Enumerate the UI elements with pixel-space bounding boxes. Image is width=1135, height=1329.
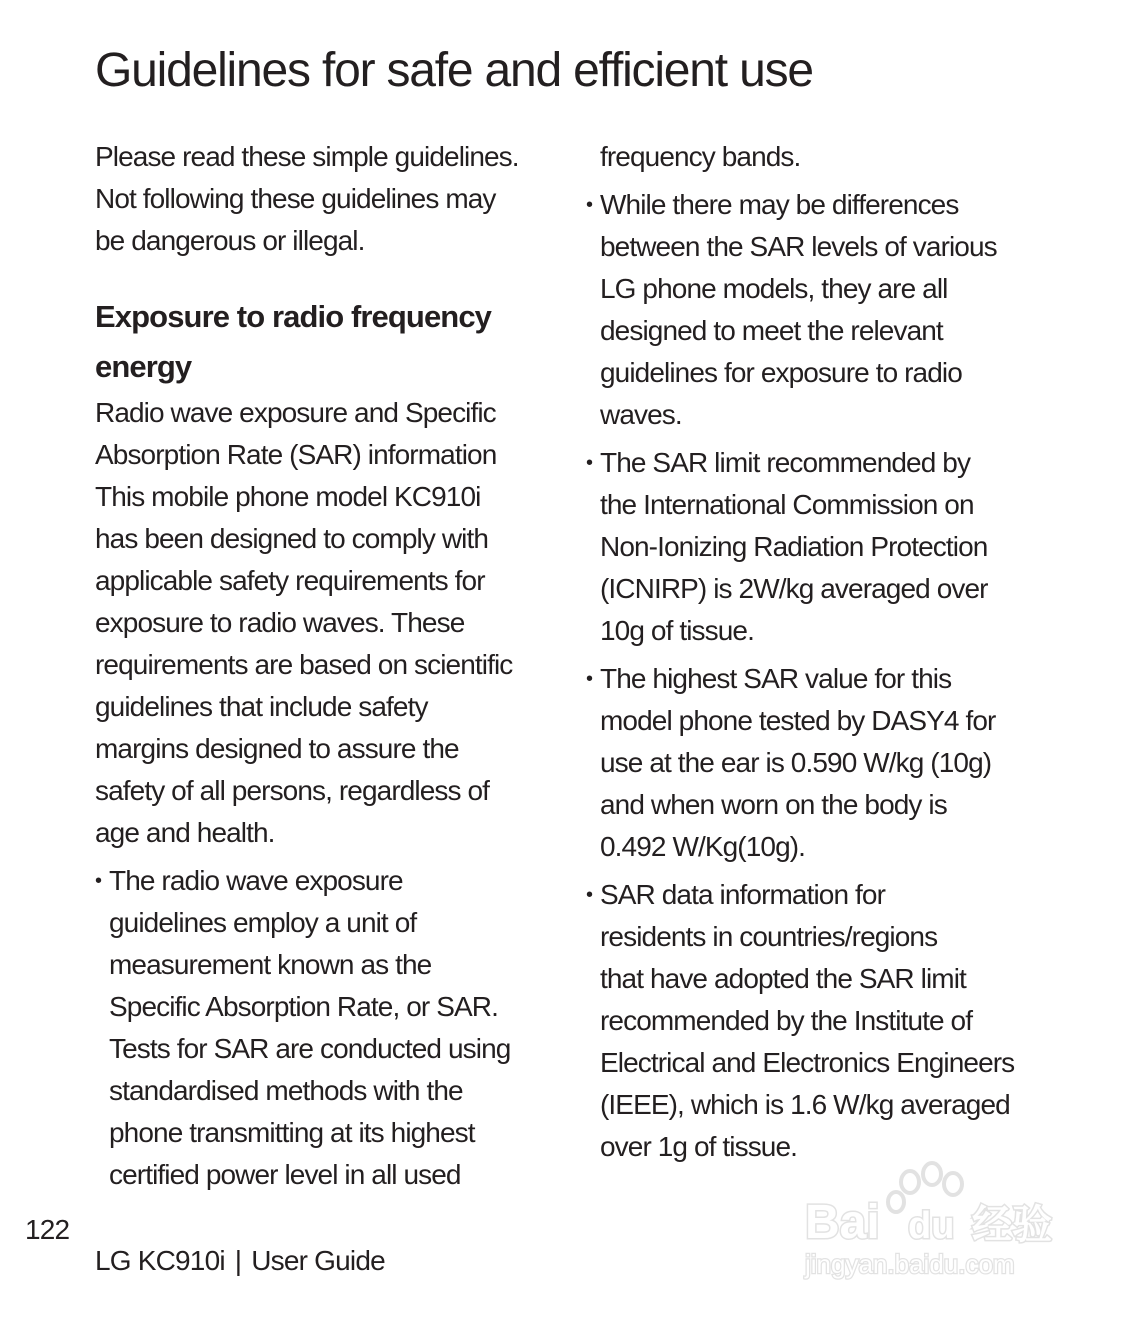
left-column: [95, 136, 555, 1196]
page-title: Guidelines for safe and efficient use: [95, 44, 813, 97]
section-paragraph: Radio wave exposure and Specific Absorption Rate (SAR) information This mobile phone model KC910i has been designed to comply with applicable safety requirements for exposure to radio waves. These requirements are based on scientific guidelines that include safety margins designed to assure the safety of all persons, regardless of age and health.: [95, 397, 513, 848]
left-bullet-list: [95, 860, 555, 1196]
bullet-item: • The radio wave exposure guidelines employ a unit of measurement known as the Specific Absorption Rate, or SAR. Tests for SAR are conducted using standardised methods with the phone transmitting at its highest certified power level in all used: [95, 860, 555, 1196]
bullet-item: • SAR data information for residents in countries/regions that have adopted the SAR limit recommended by the Institute of Electrical and Electronics Engineers (IEEE), which is 1.6 W/kg averaged over 1g of tissue.: [586, 874, 1056, 1168]
section-heading: Exposure to radio frequency energy: [95, 299, 492, 384]
watermark-cn: 经验: [972, 1203, 1052, 1247]
continuation-text: frequency bands.: [600, 141, 801, 172]
baidu-watermark-logo: [800, 1160, 1070, 1290]
watermark-brand: Bai: [805, 1196, 880, 1249]
intro-paragraph: Please read these simple guidelines. Not following these guidelines may be dangerous or illegal.: [95, 141, 519, 256]
bullet-item: • The highest SAR value for this model phone tested by DASY4 for use at the ear is 0.590 W/kg (10g) and when worn on the body is 0.492 W/Kg(10g).: [586, 658, 1056, 868]
bullet-item: • While there may be differences between the SAR levels of various LG phone models, they are all designed to meet the relevant guidelines for exposure to radio waves.: [586, 184, 1056, 436]
watermark-url: jingyan.baidu.com: [805, 1249, 1015, 1279]
footer-guide: User Guide: [251, 1245, 385, 1276]
watermark-du: du: [908, 1205, 955, 1247]
bullet-item: • The SAR limit recommended by the International Commission on Non-Ionizing Radiation Protection (ICNIRP) is 2W/kg averaged over 10g of tissue.: [586, 442, 1056, 652]
page-number: 122: [25, 1214, 70, 1245]
right-column: [586, 136, 1056, 1168]
right-bullet-list: [586, 184, 1056, 1168]
footer-product: LG KC910i: [95, 1245, 225, 1276]
footer-separator: |: [234, 1245, 242, 1276]
footer: [95, 1245, 385, 1277]
